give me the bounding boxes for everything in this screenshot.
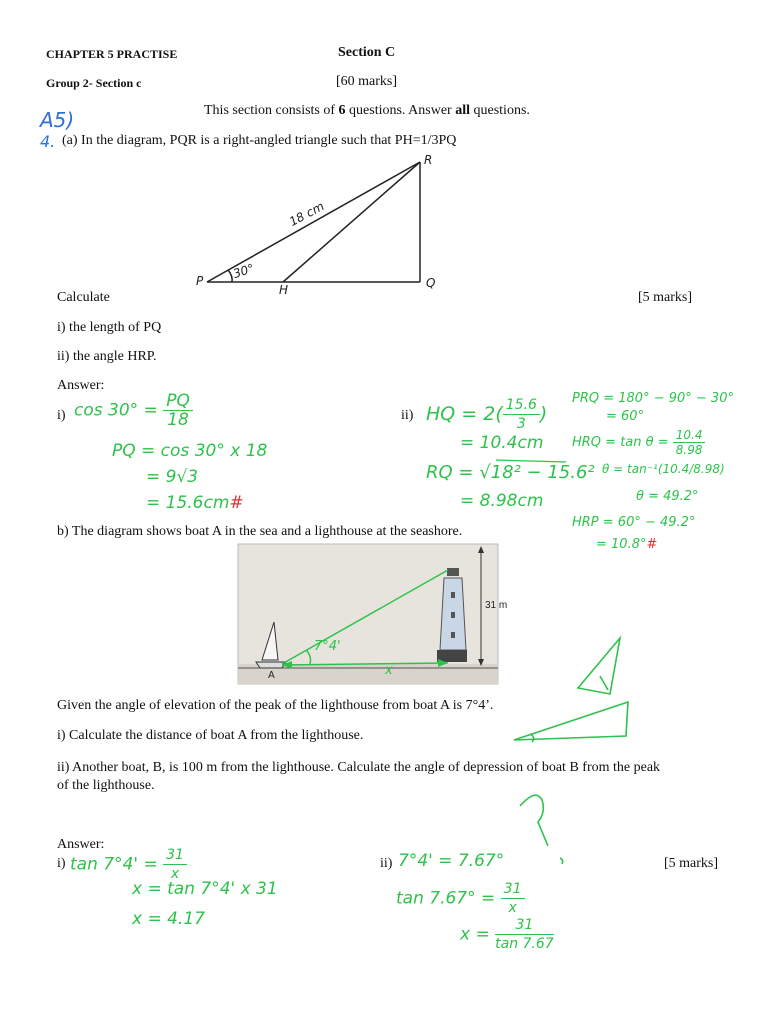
work-a-ii-theta2: θ = 49.2°: [636, 489, 699, 504]
question-b-given: Given the angle of elevation of the peak of the lighthouse from boat A is 7°4’.: [57, 698, 494, 713]
answer-b-i-label: i): [57, 856, 66, 871]
work-a-ii-prq: PRQ = 180° − 90° − 30°: [572, 391, 734, 406]
instructions: This section consists of 6 questions. Answer all questions.: [204, 103, 530, 118]
calculate-label: Calculate: [57, 290, 110, 305]
question-b-part-i: i) Calculate the distance of boat A from the lighthouse.: [57, 728, 364, 743]
work-a-i-line4: = 15.6cm#: [146, 493, 244, 513]
point-h-label: H: [279, 283, 289, 297]
question-number: 4.: [40, 132, 56, 151]
question-a-part-ii: ii) the angle HRP.: [57, 349, 157, 364]
work-a-ii-hrq: HRQ = tan θ = $\frac{10.4}{8.98}$: [572, 428, 705, 457]
work-a-ii-rq2: = 8.98cm: [460, 491, 544, 511]
boat-a-label: A: [268, 670, 275, 681]
work-b-i-line1: tan 7°4' = $\frac{31}{x}$: [70, 846, 187, 883]
work-a-ii-hrp: HRP = 60° − 49.2°: [572, 515, 696, 530]
answer-b-ii-label: ii): [380, 856, 393, 871]
chapter-title: CHAPTER 5 PRACTISE: [46, 47, 178, 61]
angle-arc: [228, 270, 232, 282]
section-title: Section C: [338, 45, 396, 60]
work-a-ii-hq2: = 10.4cm: [460, 433, 544, 453]
work-a-ii-hq: HQ = 2( $\frac{15.6}{3}$ ): [426, 397, 548, 432]
total-marks: [60 marks]: [336, 74, 398, 89]
margin-sketch: [514, 638, 628, 864]
work-a-i-line2: PQ = cos 30° x 18: [112, 441, 268, 461]
work-b-ii-line3: x = $\frac{31}{\tan 7.67}$: [460, 917, 554, 952]
distance-annotation: x: [385, 663, 393, 678]
lighthouse-photo: [238, 544, 498, 684]
question-b-part-ii-line1: ii) Another boat, B, is 100 m from the lighthouse. Calculate the angle of depression of boat B from the peak: [57, 760, 661, 775]
work-b-ii-line1: 7°4' = 7.67°: [398, 851, 505, 871]
question-a-part-i: i) the length of PQ: [57, 320, 162, 335]
work-a-ii-prq2: = 60°: [606, 409, 645, 424]
angle-label: 30°: [231, 261, 256, 281]
work-b-i-line2: x = tan 7°4' x 31: [132, 879, 278, 899]
vertex-q-label: Q: [426, 276, 436, 290]
work-a-i-line1: cos 30° = $\frac{PQ}{18}$: [74, 392, 193, 429]
answer-a-ii-label: ii): [401, 408, 414, 423]
work-a-ii-hrp2: = 10.8°#: [596, 537, 658, 552]
question-b-part-ii-line2: of the lighthouse.: [57, 778, 155, 793]
question-a-intro: (a) In the diagram, PQR is a right-angled triangle such that PH=1/3PQ: [62, 133, 457, 148]
group-label: Group 2- Section c: [46, 76, 142, 90]
answer-label-b: Answer:: [57, 837, 105, 852]
marks-a: [5 marks]: [638, 290, 693, 305]
question-annotation: A5): [40, 108, 75, 132]
vertex-p-label: P: [196, 274, 204, 288]
answer-label-a: Answer:: [57, 378, 105, 393]
work-a-ii-rq: RQ = √18² − 15.6²: [426, 462, 595, 483]
answer-a-i-label: i): [57, 408, 66, 423]
side-length-label: 18 cm: [286, 199, 327, 229]
lighthouse-height-label: 31 m: [485, 600, 508, 611]
work-a-ii-theta: θ = tan⁻¹(10.4/8.98): [602, 462, 725, 476]
vertex-r-label: R: [424, 153, 433, 167]
work-b-i-line3: x = 4.17: [132, 909, 205, 929]
work-b-ii-line2: tan 7.67° = $\frac{31}{x}$: [396, 880, 525, 917]
marks-b: [5 marks]: [664, 856, 719, 871]
elevation-angle-annotation: 7°4': [314, 639, 341, 654]
question-b-intro: b) The diagram shows boat A in the sea and a lighthouse at the seashore.: [57, 524, 463, 539]
work-a-i-line3: = 9√3: [146, 467, 199, 487]
